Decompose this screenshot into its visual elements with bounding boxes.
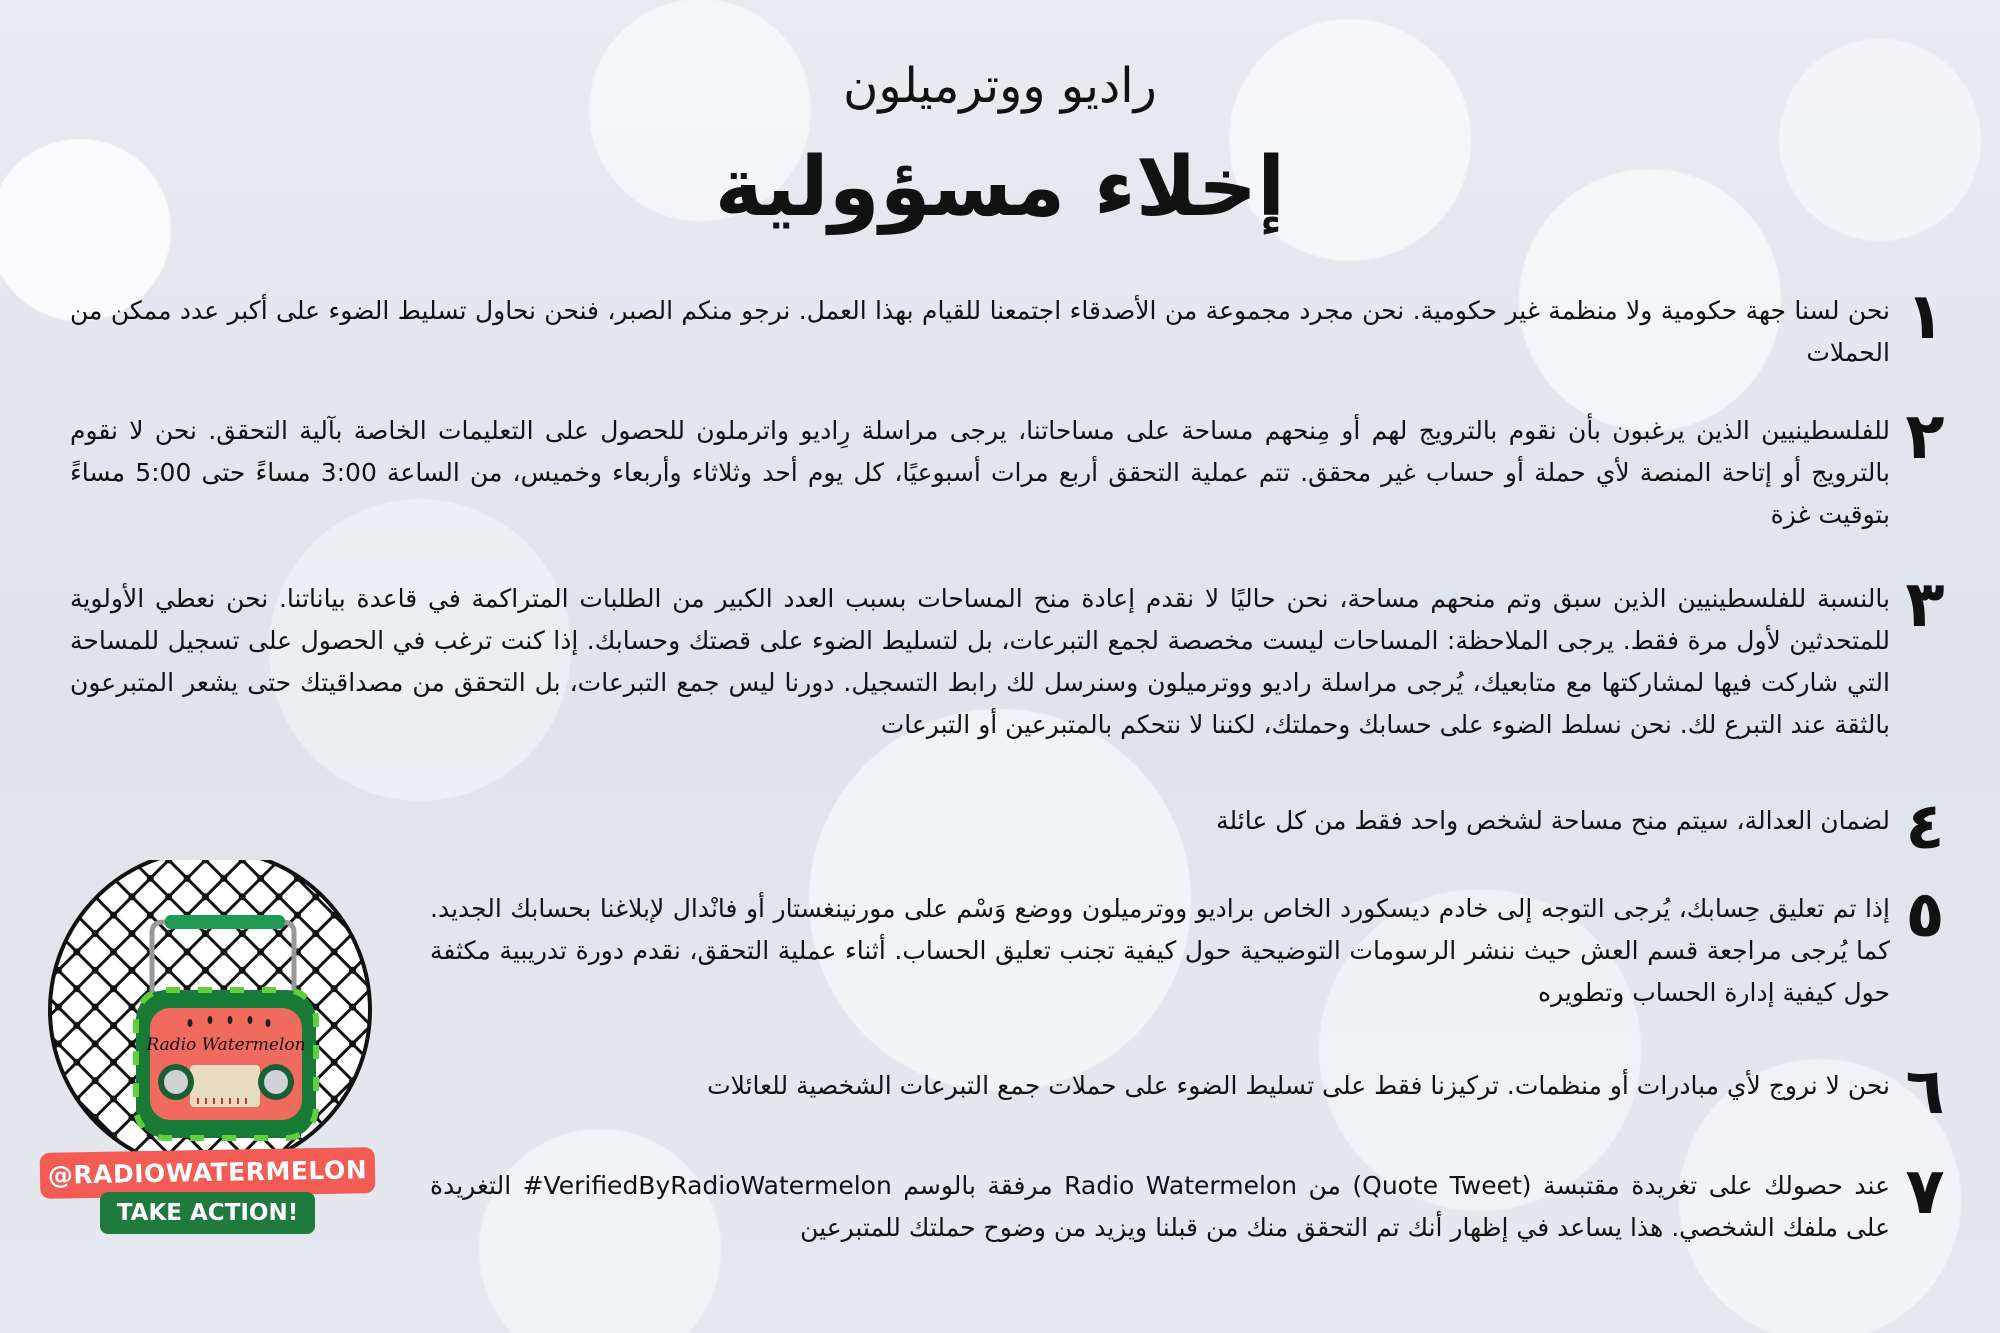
disclaimer-item-1: [60, 280, 1960, 374]
item-text: بالنسبة للفلسطينيين الذين سبق وتم منحهم مساحة، نحن حاليًا لا نقدم إعادة منح المساحات بسبب العدد الكبير من الطلبات المتراكمة في قاعدة بياناتنا. نحن نعطي الأولوية للمتحدثين لأول مرة فقط. يرجى الملاحظة: المساحات ليست مخصصة لجمع التبرعات، بل لتسليط الضوء على قصتك وحسابك. إذا كنت ترغب في الحصول على تسجيل للمساحة التي شاركت فيها لمشاركتها مع متابعيك، يُرجى مراسلة راديو ووترميلون وسنرسل لك رابط التسجيل. دورنا ليس جمع التبرعات، بل التحقق من مصداقيتك حتى يشعر المتبرعون بالثقة عند التبرع لك. نحن نسلط الضوء على حسابك وحملتك، لكننا لا نتحكم بالمتبرعين أو التبرعات: [70, 584, 1890, 739]
item-number: ٥: [1905, 878, 1945, 952]
item-number: ٦: [1905, 1055, 1945, 1129]
item-text: إذا تم تعليق حِسابك، يُرجى التوجه إلى خادم ديسكورد الخاص براديو ووترميلون ووضع وَسْم على مورنينغستار أو فانْدال لإبلاغنا بحسابك الجديد. كما يُرجى مراجعة قسم العش حيث ننشر الرسومات التوضيحية حول كيفية تجنب تعليق الحساب. أثناء عملية التحقق، نقدم دورة تدريبية مكثفة حول كيفية إدارة الحساب وتطويره: [430, 894, 1890, 1007]
radio-label: Radio Watermelon: [146, 1035, 306, 1055]
disclaimer-item-5: [420, 878, 1960, 1014]
disclaimer-item-6: [420, 1055, 1960, 1129]
item-number: ٣: [1905, 568, 1945, 642]
disclaimer-item-3: [60, 568, 1960, 746]
radio-icon: [40, 860, 380, 1160]
item-text: لضمان العدالة، سيتم منح مساحة لشخص واحد فقط من كل عائلة: [1216, 806, 1890, 835]
page-title: راديو ووترميلون: [843, 58, 1157, 114]
item-number: ٢: [1905, 400, 1945, 474]
disclaimer-item-7: [420, 1155, 1960, 1249]
item-text: نحن لا نروج لأي مبادرات أو منظمات. تركيزنا فقط على تسليط الضوء على حملات جمع التبرعات الشخصية للعائلات: [707, 1071, 1890, 1100]
handle-badge[interactable]: @RADIOWATERMELON: [40, 1147, 376, 1199]
item-number: ٧: [1905, 1155, 1945, 1229]
item-text: للفلسطينيين الذين يرغبون بأن نقوم بالترويج لهم أو مِنحهم مساحة على مساحاتنا، يرجى مراسلة رِاديو واترملون للحصول على التعليمات الخاصة بآلية التحقق. نحن لا نقوم بالترويج أو إتاحة المنصة لأي حملة أو حساب غير محقق. تتم عملية التحقق أربع مرات أسبوعيًا، كل يوم أحد وثلاثاء وأربعاء وخميس، من الساعة 3:00 مساءً حتى 5:00 مساءً بتوقيت غزة: [70, 416, 1890, 529]
page-subtitle: إخلاء مسؤولية: [714, 140, 1286, 235]
item-text: عند حصولك على تغريدة مقتبسة (Quote Tweet) من Radio Watermelon مرفقة بالوسم VerifiedByRadioWatermelon# التغريدة على ملفك الشخصي. هذا يساعد في إظهار أنك تم التحقق منك من قبلنا ويزيد من وضوح حملتك للمتبرعين: [430, 1171, 1890, 1242]
item-number: ٤: [1905, 790, 1945, 864]
take-action-button[interactable]: TAKE ACTION!: [100, 1192, 315, 1234]
item-number: ١: [1905, 280, 1945, 354]
disclaimer-item-4: [440, 790, 1960, 864]
disclaimer-item-2: [60, 400, 1960, 536]
item-text: نحن لسنا جهة حكومية ولا منظمة غير حكومية. نحن مجرد مجموعة من الأصدقاء اجتمعنا للقيام بهذا العمل. نرجو منكم الصبر، فنحن نحاول تسليط الضوء على أكبر عدد ممكن من الحملات: [70, 296, 1890, 367]
